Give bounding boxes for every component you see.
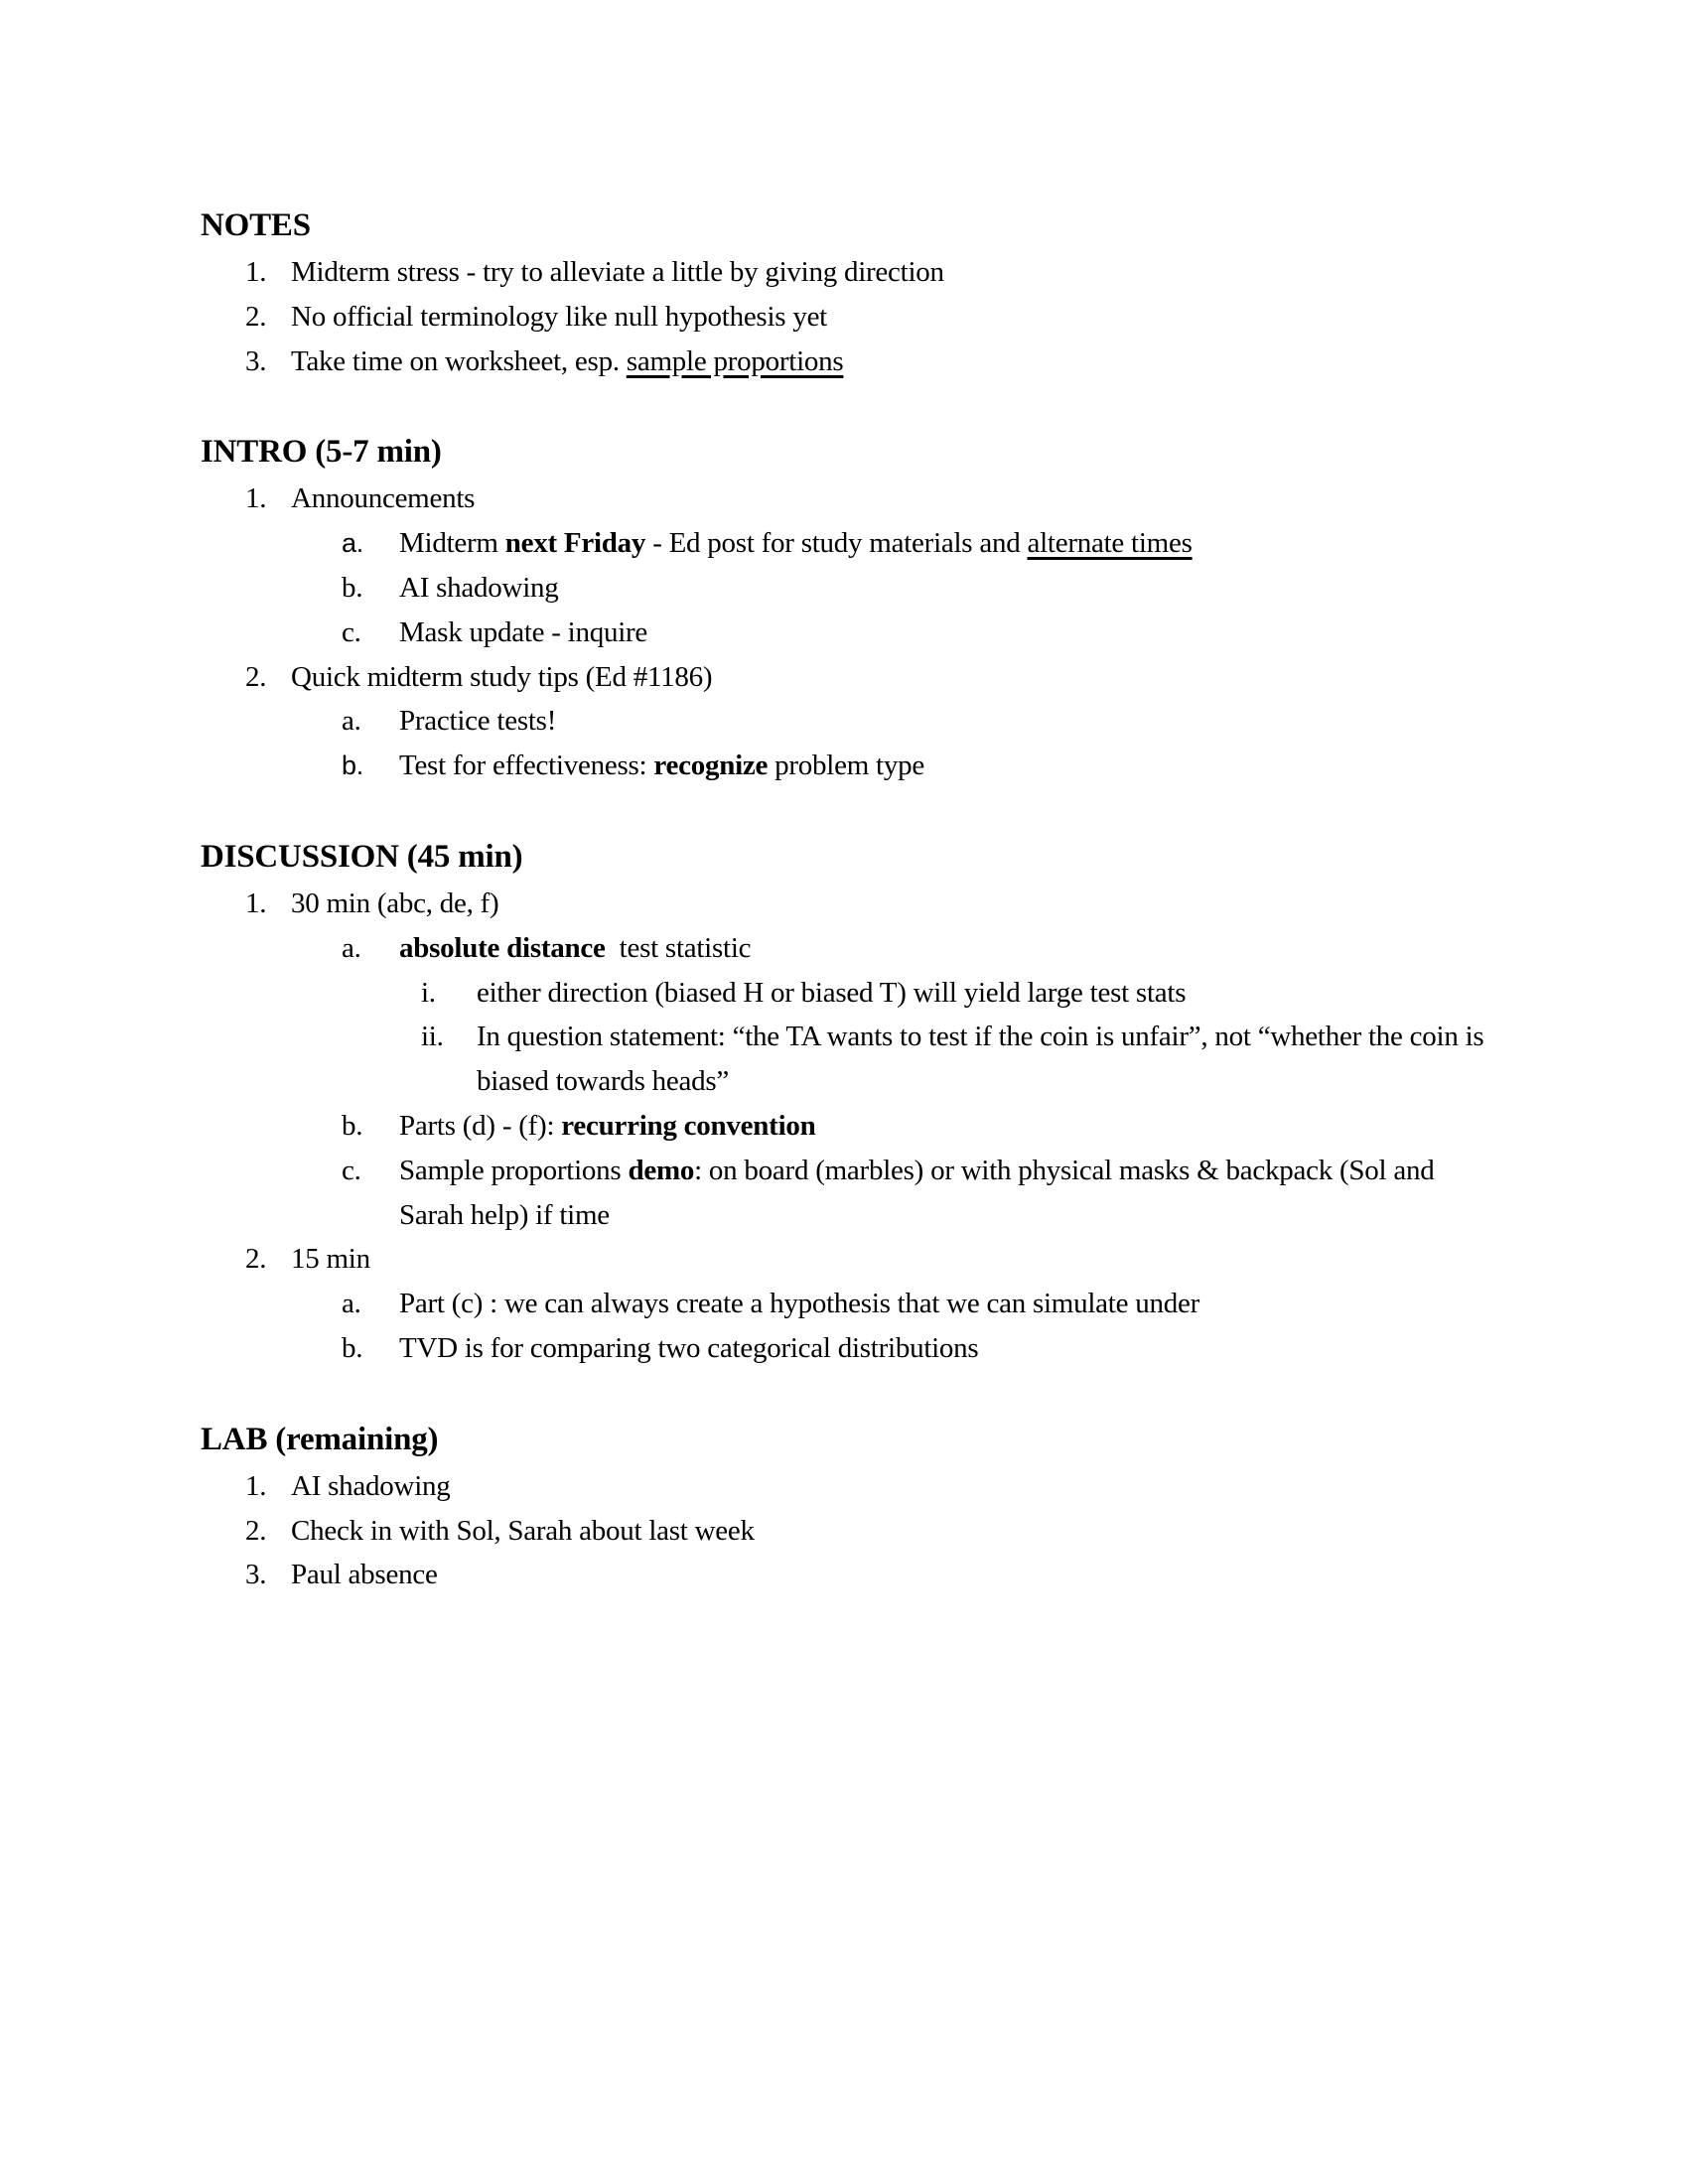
list-text xyxy=(291,1509,1489,1554)
list-marker: c. xyxy=(342,1154,361,1186)
list-item xyxy=(0,699,1688,744)
list-marker: a. xyxy=(342,931,361,964)
text-segment: Check in with Sol, Sarah about last week xyxy=(291,1514,755,1547)
text-segment: 15 min xyxy=(291,1243,370,1276)
list-item xyxy=(0,1509,1688,1554)
list-text xyxy=(399,744,1489,788)
list-marker: ii. xyxy=(421,1021,444,1053)
list-text xyxy=(399,1104,1489,1149)
list-item xyxy=(0,477,1688,521)
list-item xyxy=(0,250,1688,295)
text-segment: No official terminology like null hypothesis yet xyxy=(291,300,827,333)
list-item xyxy=(0,521,1688,566)
bold-text: absolute distance xyxy=(399,931,606,964)
list-text xyxy=(291,1237,1489,1282)
list-text xyxy=(399,521,1489,566)
list-marker: a. xyxy=(342,705,361,738)
section-items xyxy=(0,1464,1688,1597)
text-segment: Quick midterm study tips (Ed #1186) xyxy=(291,660,713,693)
text-segment: Part (c) : we can always create a hypothesis that we can simulate under xyxy=(399,1288,1200,1320)
list-item xyxy=(0,340,1688,384)
text-segment: Midterm xyxy=(399,527,505,560)
list-item xyxy=(0,882,1688,926)
list-text xyxy=(291,655,1489,700)
bold-text: recurring convention xyxy=(561,1109,816,1142)
text-segment: problem type xyxy=(768,750,924,782)
list-text xyxy=(399,1282,1489,1326)
underlined-text: alternate times xyxy=(1027,527,1193,560)
section-heading: NOTES xyxy=(201,207,311,243)
list-text xyxy=(399,566,1489,611)
list-marker: 2. xyxy=(245,1514,267,1547)
list-text xyxy=(477,1015,1489,1104)
underlined-text: sample proportions xyxy=(626,344,844,377)
list-text xyxy=(399,926,1489,971)
section-lab xyxy=(0,1416,1688,1597)
bold-text: recognize xyxy=(653,750,769,782)
text-segment: Paul absence xyxy=(291,1559,438,1591)
list-marker: 2. xyxy=(245,660,267,693)
text-segment: either direction (biased H or biased T) will yield large test stats xyxy=(477,976,1187,1009)
section-items xyxy=(0,250,1688,383)
text-segment: : on board (marbles) or with physical masks & backpack (Sol and Sarah help) if time xyxy=(399,1154,1435,1231)
bold-text: next Friday xyxy=(504,527,646,560)
text-segment: - Ed post for study materials and xyxy=(645,527,1028,560)
section-heading: DISCUSSION (45 min) xyxy=(201,838,523,875)
list-text xyxy=(291,295,1489,340)
list-text xyxy=(399,699,1489,744)
list-marker: b. xyxy=(342,1331,363,1364)
list-marker: 1. xyxy=(245,482,267,515)
text-segment: 30 min (abc, de, f) xyxy=(291,887,499,919)
section-heading: INTRO (5-7 min) xyxy=(201,434,442,471)
text-segment: Announcements xyxy=(291,482,476,515)
text-segment: Test for effectiveness: xyxy=(399,750,654,782)
list-marker: b. xyxy=(342,571,363,604)
list-marker: 1. xyxy=(245,887,267,919)
list-text xyxy=(477,971,1489,1016)
section-items xyxy=(0,882,1688,1371)
list-marker: 2. xyxy=(245,300,267,333)
list-item xyxy=(0,611,1688,655)
text-segment: Sample proportions xyxy=(399,1154,629,1186)
list-text xyxy=(399,1326,1489,1371)
list-item xyxy=(0,971,1688,1016)
list-marker: b. xyxy=(342,1109,363,1142)
list-item xyxy=(0,566,1688,611)
list-text xyxy=(399,1149,1489,1238)
list-marker: 1. xyxy=(245,256,267,288)
text-segment: TVD is for comparing two categorical distributions xyxy=(399,1331,979,1364)
list-item xyxy=(0,1553,1688,1597)
list-marker: 3. xyxy=(245,344,267,377)
list-item xyxy=(0,744,1688,788)
section-intro xyxy=(0,428,1688,788)
list-item xyxy=(0,1104,1688,1149)
section-heading: LAB (remaining) xyxy=(201,1421,439,1457)
list-item xyxy=(0,926,1688,971)
section-notes xyxy=(0,202,1688,383)
list-text xyxy=(291,1464,1489,1509)
list-item xyxy=(0,1015,1688,1104)
list-item xyxy=(0,655,1688,700)
list-marker: a. xyxy=(342,1288,361,1320)
text-segment: Mask update - inquire xyxy=(399,615,648,648)
list-text xyxy=(291,250,1489,295)
list-marker: 3. xyxy=(245,1559,267,1591)
text-segment: In question statement: “the TA wants to test if the coin is unfair”, not “whether the coin is biased towards heads” xyxy=(477,1021,1484,1098)
list-text xyxy=(291,1553,1489,1597)
list-text xyxy=(291,340,1489,384)
list-item xyxy=(0,295,1688,340)
list-item xyxy=(0,1282,1688,1326)
list-item xyxy=(0,1237,1688,1282)
list-marker: b. xyxy=(342,751,364,781)
list-text xyxy=(399,611,1489,655)
list-marker: a. xyxy=(342,528,364,559)
text-segment: test statistic xyxy=(605,931,752,964)
bold-text: demo xyxy=(628,1154,695,1186)
text-segment: Take time on worksheet, esp. xyxy=(291,344,627,377)
list-text xyxy=(291,882,1489,926)
list-item xyxy=(0,1326,1688,1371)
text-segment: Practice tests! xyxy=(399,705,557,738)
list-marker: 2. xyxy=(245,1243,267,1276)
section-items xyxy=(0,477,1688,788)
section-discussion xyxy=(0,833,1688,1371)
list-marker: i. xyxy=(421,976,436,1009)
list-marker: 1. xyxy=(245,1469,267,1502)
text-segment: AI shadowing xyxy=(399,571,559,604)
list-text xyxy=(291,477,1489,521)
list-item xyxy=(0,1464,1688,1509)
text-segment: AI shadowing xyxy=(291,1469,451,1502)
text-segment: Midterm stress - try to alleviate a little by giving direction xyxy=(291,256,944,288)
list-marker: c. xyxy=(342,615,361,648)
list-item xyxy=(0,1149,1688,1238)
text-segment: Parts (d) - (f): xyxy=(399,1109,562,1142)
